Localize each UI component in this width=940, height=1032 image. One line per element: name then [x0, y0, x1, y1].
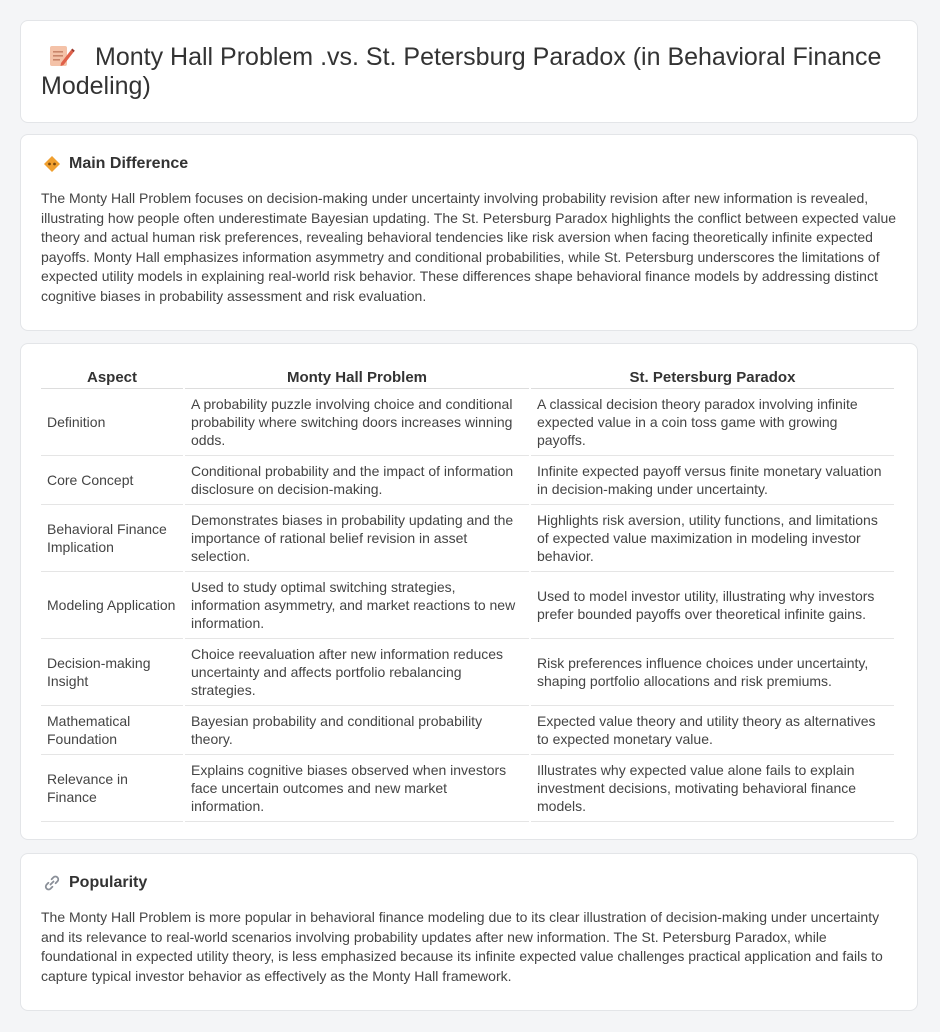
table-row: [41, 389, 894, 456]
popularity-text: The Monty Hall Problem is more popular in behavioral finance modeling due to its clear illustration of decision-making under uncertainty and its relevance to real-world scenarios involving probability updates after new information. The St. Petersburg Paradox, while foundational in expected utility theory, is less emphasized because its infinite expected value challenges practical application and fails to capture typical investor behavior as effectively as the Monty Hall framework.: [41, 909, 883, 984]
table-row: [41, 706, 894, 755]
st-petersburg-cell: A classical decision theory paradox involving infinite expected value in a coin toss game with growing payoffs.: [531, 389, 894, 456]
popularity-heading-text: Popularity: [69, 874, 148, 891]
st-petersburg-cell: Expected value theory and utility theory as alternatives to expected monetary value.: [531, 706, 894, 755]
aspect-cell: Decision-making Insight: [41, 639, 183, 706]
monty-hall-cell: Conditional probability and the impact of information disclosure on decision-making.: [185, 456, 529, 505]
title-card: [20, 20, 918, 123]
table-header-row: [41, 364, 894, 389]
page-title: [41, 43, 897, 101]
memo-icon: [47, 44, 75, 68]
monty-hall-cell: Demonstrates biases in probability updating and the importance of rational belief revision in asset selection.: [185, 505, 529, 572]
aspect-cell: Mathematical Foundation: [41, 706, 183, 755]
aspect-cell: Modeling Application: [41, 572, 183, 639]
main-difference-heading: [41, 155, 897, 173]
column-header: St. Petersburg Paradox: [531, 364, 894, 389]
column-header: Monty Hall Problem: [185, 364, 529, 389]
st-petersburg-cell: Infinite expected payoff versus finite monetary valuation in decision-making under uncertainty.: [531, 456, 894, 505]
aspect-cell: Core Concept: [41, 456, 183, 505]
main-difference-heading-text: Main Difference: [69, 155, 189, 172]
monty-hall-cell: Bayesian probability and conditional probability theory.: [185, 706, 529, 755]
diamond-icon: [43, 155, 61, 173]
main-difference-section: [20, 134, 918, 331]
st-petersburg-cell: Used to model investor utility, illustrating why investors prefer bounded payoffs over theoretical infinite gains.: [531, 572, 894, 639]
monty-hall-cell: Explains cognitive biases observed when investors face uncertain outcomes and new market information.: [185, 755, 529, 822]
table-row: [41, 572, 894, 639]
monty-hall-cell: A probability puzzle involving choice and conditional probability where switching doors increases winning odds.: [185, 389, 529, 456]
table-row: [41, 505, 894, 572]
page-title-text: Monty Hall Problem .vs. St. Petersburg Paradox (in Behavioral Finance Modeling): [41, 43, 882, 100]
comparison-table-section: [20, 343, 918, 840]
aspect-cell: Behavioral Finance Implication: [41, 505, 183, 572]
table-row: [41, 639, 894, 706]
popularity-section: [20, 853, 918, 1011]
st-petersburg-cell: Illustrates why expected value alone fails to explain investment decisions, motivating behavioral finance models.: [531, 755, 894, 822]
st-petersburg-cell: Highlights risk aversion, utility functions, and limitations of expected value maximization in modeling investor behavior.: [531, 505, 894, 572]
st-petersburg-cell: Risk preferences influence choices under uncertainty, shaping portfolio allocations and risk premiums.: [531, 639, 894, 706]
comparison-table: [39, 364, 896, 822]
popularity-heading: [41, 874, 897, 892]
aspect-cell: Relevance in Finance: [41, 755, 183, 822]
column-header: Aspect: [41, 364, 183, 389]
aspect-cell: Definition: [41, 389, 183, 456]
table-row: [41, 456, 894, 505]
table-row: [41, 755, 894, 822]
link-icon: [43, 874, 61, 892]
main-difference-text: The Monty Hall Problem focuses on decision-making under uncertainty involving probability revision after new information is revealed, illustrating how people often underestimate Bayesian updating. The St. Petersburg Paradox highlights the conflict between expected value theory and actual human risk preferences, revealing behavioral tendencies like risk aversion when facing theoretically infinite expected payoffs. Monty Hall emphasizes information asymmetry and conditional probabilities, while St. Petersburg underscores the limitations of expected utility models in explaining real-world risk behavior. These differences shape behavioral finance models by addressing distinct cognitive biases in probability assessment and risk evaluation.: [41, 190, 897, 304]
monty-hall-cell: Used to study optimal switching strategies, information asymmetry, and market reactions to new information.: [185, 572, 529, 639]
monty-hall-cell: Choice reevaluation after new information reduces uncertainty and affects portfolio rebalancing strategies.: [185, 639, 529, 706]
